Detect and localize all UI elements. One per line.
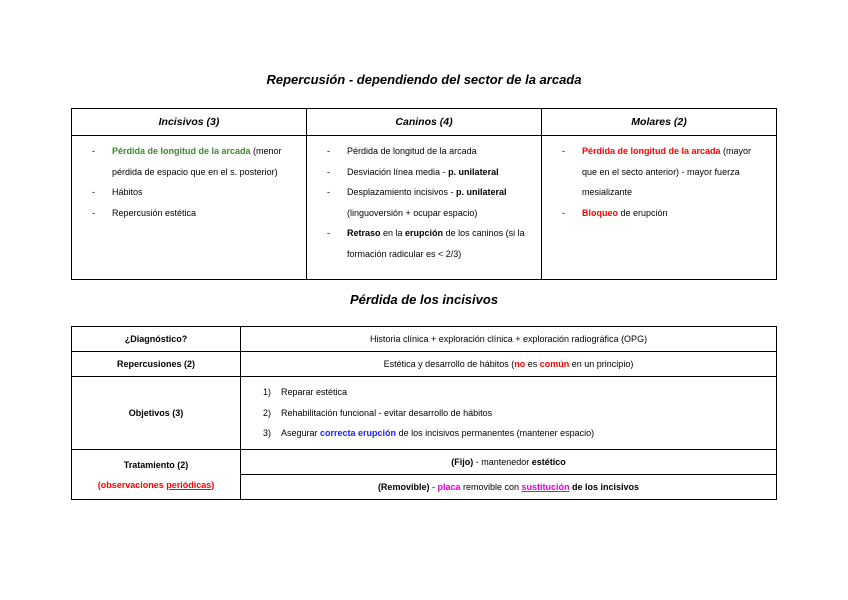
list-item: [319, 223, 533, 264]
item-number: 3): [263, 428, 272, 439]
table-row: [72, 327, 777, 352]
table-row: [72, 377, 777, 450]
highlight-text: placa: [437, 482, 461, 492]
table-header-row: [72, 109, 777, 136]
incisivos-cell: [72, 136, 307, 280]
fixed-treatment: [241, 450, 777, 475]
repercussions-value: [241, 352, 777, 377]
item-text: - mantenedor: [473, 457, 532, 467]
objectives-label: Objetivos (3): [72, 377, 241, 450]
list-item: [319, 162, 533, 183]
list-item: [241, 403, 776, 424]
section1-title: Repercusión - dependiendo del sector de la arcada: [266, 72, 582, 87]
bold-text: (Fijo): [451, 457, 474, 467]
bold-text: p. unilateral: [456, 187, 507, 197]
diagnosis-value: Historia clínica + exploración clínica + exploración radiográfica (OPG): [241, 327, 777, 352]
item-text: Desplazamiento incisivos -: [347, 187, 457, 197]
table-row: [72, 136, 777, 280]
item-text: Rehabilitación funcional - evitar desarrollo de hábitos: [281, 407, 493, 418]
item-text: es: [525, 359, 540, 369]
highlight-text: Pérdida de longitud de la arcada: [582, 146, 721, 156]
item-text: -: [429, 482, 438, 492]
table-row: [72, 450, 777, 475]
list-item: [241, 423, 776, 444]
treatment-label-cell: [72, 450, 241, 500]
header-caninos: Caninos (4): [307, 109, 542, 136]
item-text: (menor pérdida de espacio que en el s. posterior): [112, 146, 282, 177]
item-number: 2): [263, 407, 272, 418]
molares-cell: [542, 136, 777, 280]
note-text: (observaciones: [97, 479, 167, 490]
bold-text: p. unilateral: [448, 166, 499, 177]
list-item: - Pérdida de longitud de la arcada: [319, 141, 533, 162]
list-item: [319, 182, 533, 223]
list-item: [84, 141, 298, 182]
item-text: removible con: [460, 482, 522, 492]
caninos-cell: [307, 136, 542, 280]
highlight-text: común: [539, 359, 570, 369]
item-text: (mayor que en el secto anterior) - mayor fuerza mesializante: [582, 146, 752, 197]
treatment-label: Tratamiento (2): [123, 459, 189, 470]
table-row: [72, 352, 777, 377]
list-item: [554, 203, 768, 224]
bold-text: estético: [531, 457, 566, 467]
item-text: Reparar estética: [281, 387, 348, 398]
item-text: Estética y desarrollo de hábitos (: [383, 359, 515, 369]
highlight-text: Bloqueo: [582, 207, 618, 218]
list-item: - Repercusión estética: [84, 203, 298, 224]
list-item: - Hábitos: [84, 182, 298, 203]
bold-text: erupción: [405, 228, 444, 238]
section2-title: Pérdida de los incisivos: [349, 292, 499, 307]
treatment-note: [72, 475, 240, 495]
item-text: de los incisivos permanentes (mantener espacio): [396, 428, 595, 439]
removable-treatment: [241, 475, 777, 500]
highlight-text: Pérdida de longitud de la arcada: [112, 146, 251, 156]
note-text: ): [211, 479, 215, 490]
item-text: en la: [380, 228, 406, 238]
header-incisivos: Incisivos (3): [72, 109, 307, 136]
item-text: (linguoversión + ocupar espacio): [347, 207, 478, 218]
bold-text: de los incisivos: [569, 482, 640, 492]
bold-text: Retraso: [347, 228, 381, 238]
item-text: Desviación línea media -: [347, 166, 449, 177]
item-text: en un principio): [569, 359, 634, 369]
diagnosis-label: ¿Diagnóstico?: [72, 327, 241, 352]
list-item: [554, 141, 768, 203]
highlight-text: sustitución: [521, 482, 570, 492]
highlight-text: no: [514, 359, 526, 369]
item-number: 1): [263, 387, 272, 398]
list-item: [241, 382, 776, 403]
header-molares: Molares (2): [542, 109, 777, 136]
objectives-value: [241, 377, 777, 450]
incisor-loss-table: [71, 326, 777, 500]
bold-text: (Removible): [377, 482, 430, 492]
item-text: Asegurar: [281, 428, 321, 439]
item-text: de los caninos (si la formación radicular es < 2/3): [347, 228, 525, 259]
underlined-text: periódicas: [166, 479, 212, 490]
sector-repercussion-table: [71, 108, 777, 280]
highlight-text: correcta erupción: [320, 428, 397, 439]
repercussions-label: Repercusiones (2): [72, 352, 241, 377]
item-text: de erupción: [618, 207, 668, 218]
